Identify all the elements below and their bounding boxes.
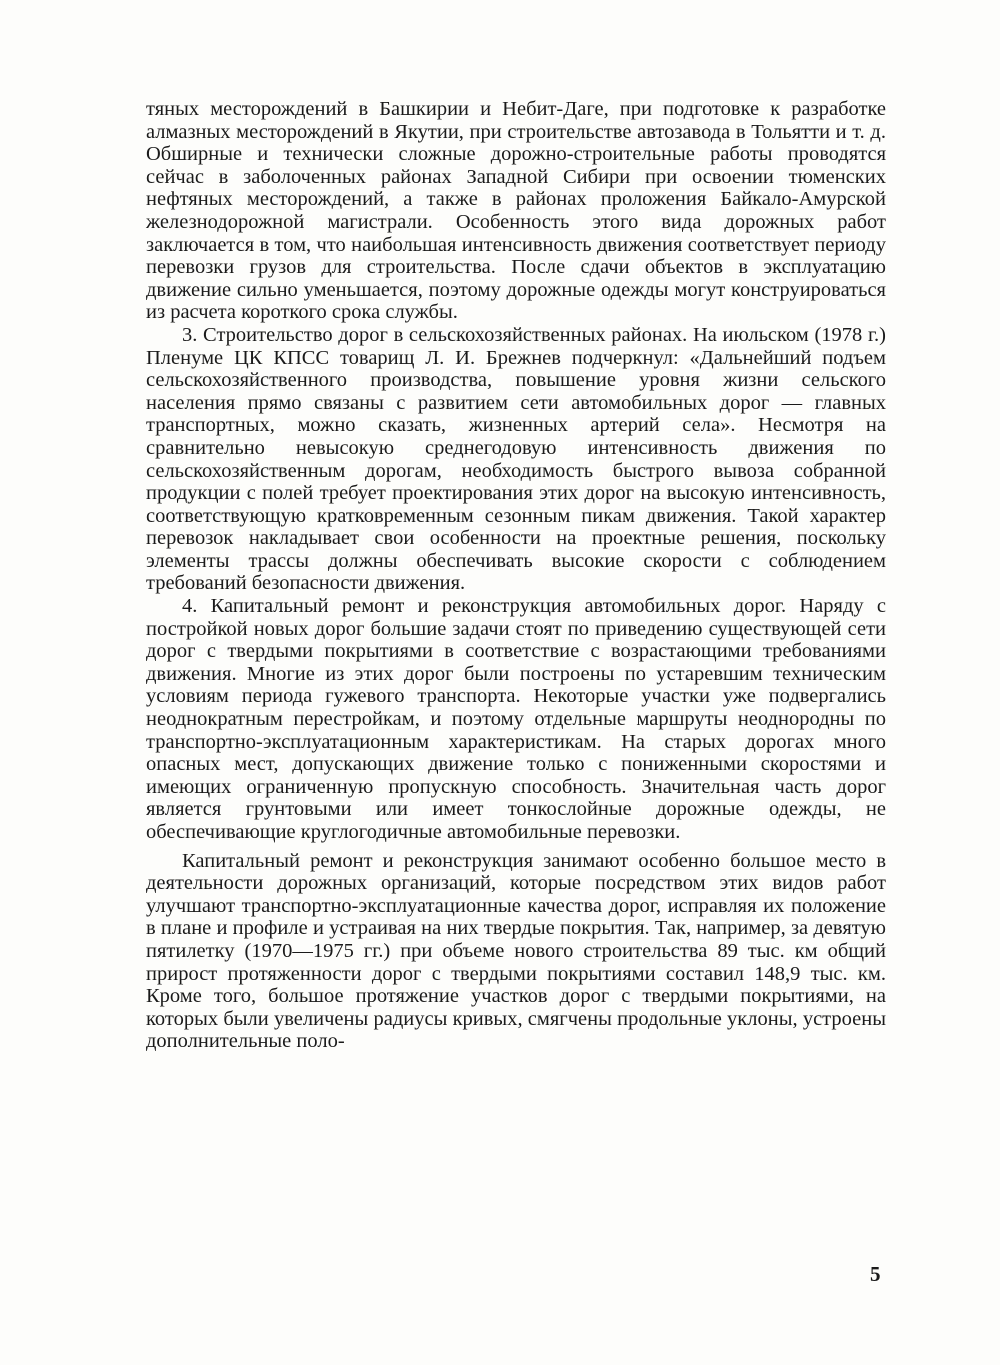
paragraph-item-4: 4. Капитальный ремонт и реконструкция автомобильных дорог. Наряду с постройкой новых дорог большие задачи стоят по приведению существующей сети дорог с твердыми покрытиями в соответствие с возрастающими требованиями движения. Многие из этих дорог были построены по устаревшим техническим условиям периода гужевого транспорта. Некоторые участки уже подвергались неоднократным перестройкам, и поэтому отдельные маршруты неоднородны по транспортно-эксплуатационным характеристикам. На старых дорогах много опасных мест, допускающих движение только с пониженными скоростями и имеющих ограниченную пропускную способность. Значительная часть дорог является грунтовыми или имеет тонкослойные дорожные одежды, не обеспечивающие круглогодичные автомобильные перевозки. (146, 595, 886, 843)
paragraph-repair: Капитальный ремонт и реконструкция занимают особенно большое место в деятельности дорожных организаций, которые посредством этих видов работ улучшают транспортно-эксплуатационные качества дорог, исправляя их положение в плане и профиле и устраивая на них твердые покрытия. Так, например, за девятую пятилетку (1970—1975 гг.) при объеме нового строительства 89 тыс. км общий прирост протяженности дорог с твердыми покрытиями составил 148,9 тыс. км. Кроме того, большое протяжение участков дорог с твердыми покрытиями, на которых были увеличены радиусы кривых, смягчены продольные уклоны, устроены дополнительные поло- (146, 849, 886, 1053)
paragraph-continuation: тяных месторождений в Башкирии и Небит-Даге, при подготовке к разработке алмазных месторождений в Якутии, при строительстве автозавода в Тольятти и т. д. Обширные и технически сложные дорожно-строительные работы проводятся сейчас в заболоченных районах Западной Сибири при освоении тюменских нефтяных месторождений, а также в районах проложения Байкало-Амурской железнодорожной магистрали. Особенность этого вида дорожных работ заключается в том, что наибольшая интенсивность движения соответствует периоду перевозки грузов для строительства. После сдачи объектов в эксплуатацию движение сильно уменьшается, поэтому дорожные одежды могут конструироваться из расчета короткого срока службы. (146, 98, 886, 324)
paragraph-item-3: 3. Строительство дорог в сельскохозяйственных районах. На июльском (1978 г.) Пленуме ЦК КПСС товарищ Л. И. Брежнев подчеркнул: «Дальнейший подъем сельскохозяйственного производства, повышение уровня жизни сельского населения прямо связаны с развитием сети автомобильных дорог — главных транспортных, можно сказать, жизненных артерий села». Несмотря на сравнительно невысокую среднегодовую интенсивность движения по сельскохозяйственным дорогам, необходимость быстрого вывоза собранной продукции с полей требует проектирования этих дорог на высокую интенсивность, соответствующую кратковременным сезонным пикам движения. Такой характер перевозок накладывает свои особенности на проектные решения, поскольку элементы трассы должны обеспечивать высокие скорости с соблюдением требований безопасности движения. (146, 323, 886, 595)
page-number: 5 (870, 1262, 881, 1286)
body-text (146, 98, 886, 1053)
